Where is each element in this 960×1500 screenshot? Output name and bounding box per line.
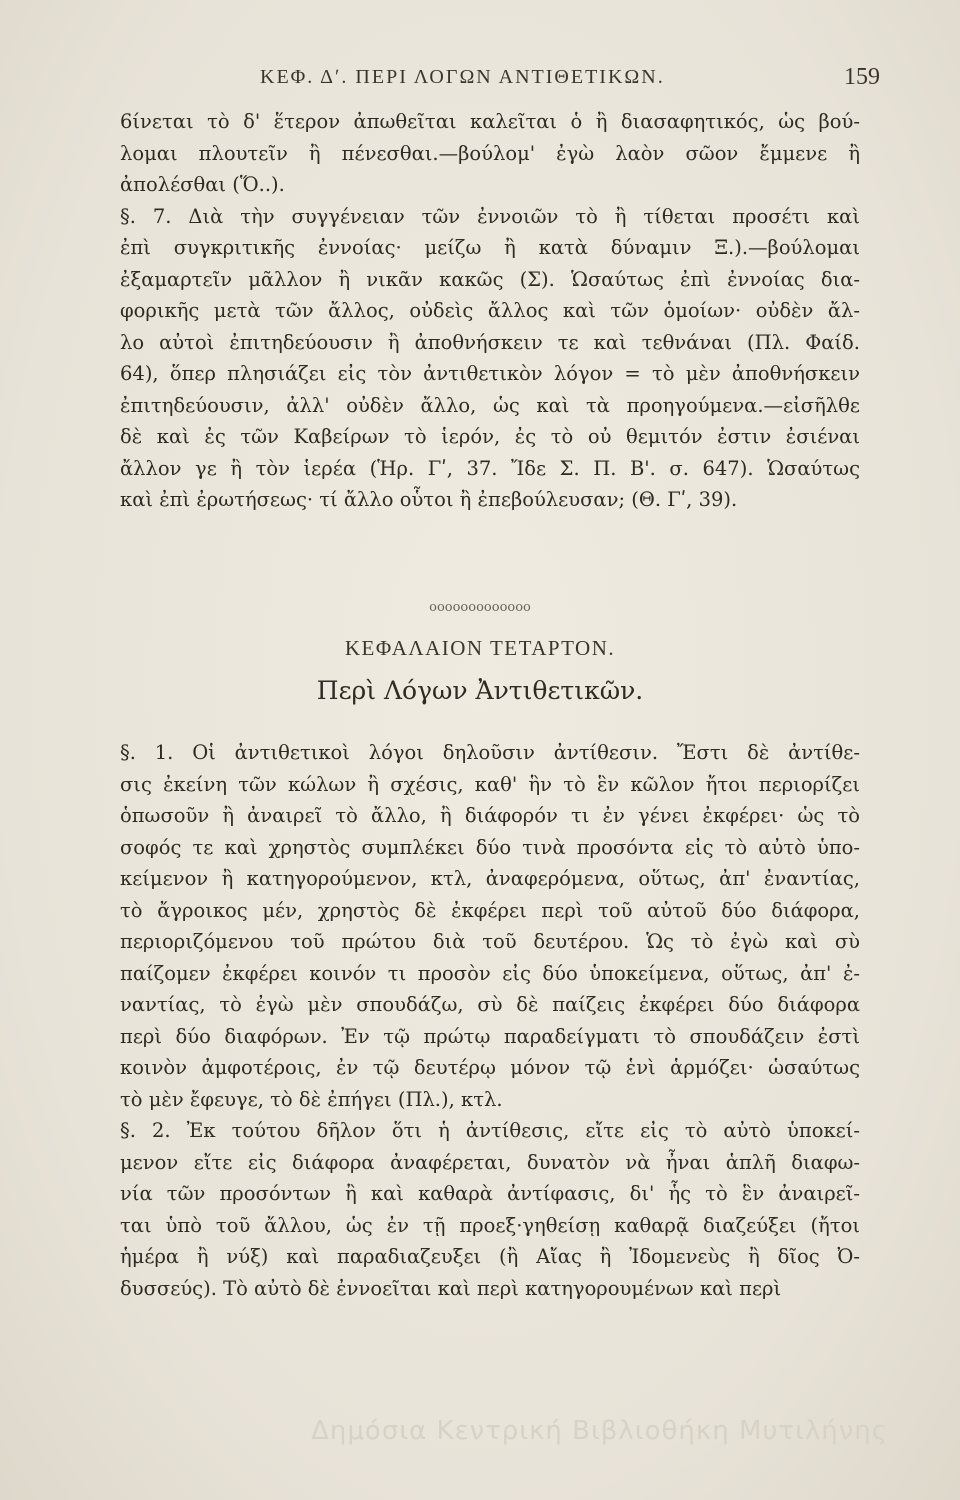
text-line: §. 1. Οἱ ἀντιθετικοὶ λόγοι δηλοῦσιν ἀντίθεσιν. Ἔστι δὲ ἀντίθε-: [120, 741, 860, 764]
text-line: νία τῶν προσόντων ἢ καὶ καθαρὰ ἀντίφασις, δι' ἧς τὸ ἓν ἀναιρεῖ-: [120, 1182, 860, 1205]
text-line: 6ίνεται τὸ δ' ἕτερον ἀπωθεῖται καλεῖται ὁ ἢ διασαφητικός, ὡς βού-: [120, 110, 860, 133]
text-line: ἡμέρα ἢ νύξ) καὶ παραδιαζευξει (ἢ Αἴας ἢ Ἰδομενεὺς ἢ δῖος Ὀ-: [120, 1245, 860, 1268]
text-line: σις ἐκείνη τῶν κώλων ἢ σχέσις, καθ' ἣν τὸ ἓν κῶλον ἤτοι περιορίζει: [120, 772, 860, 796]
text-line: ὁπωσοῦν ἢ ἀναιρεῖ τὸ ἄλλο, ἢ διάφορόν τι ἐν γένει ἐκφέρει· ὡς τὸ: [120, 804, 860, 827]
text-line: 64), ὅπερ πλησιάζει εἰς τὸν ἀντιθετικὸν λόγον = τὸ μὲν ἀποθνήσκειν: [120, 362, 860, 385]
text-line: ἄλλον γε ἢ τὸν ἱερέα (Ἡρ. Γʹ, 37. Ἴδε Σ. Π. Β'. σ. 647). Ὡσαύτως: [120, 456, 860, 480]
running-head-title: ΚΕΦ. Δʹ. ΠΕΡΙ ΛΟΓΩΝ ΑΝΤΙΘΕΤΙΚΩΝ.: [260, 66, 665, 88]
text-line: ναντίας, τὸ ἐγὼ μὲν σπουδάζω, σὺ δὲ παίζεις ἐκφέρει δύο διάφορα: [120, 993, 860, 1016]
text-line: ἀπολέσθαι (Ὅ..).: [120, 173, 285, 196]
text-line: φορικῆς μετὰ τῶν ἄλλος, οὐδεὶς ἄλλος καὶ τῶν ὁμοίων· οὐδὲν ἄλ-: [120, 299, 860, 322]
running-head: [120, 66, 880, 96]
text-line: καὶ ἐπὶ ἐρωτήσεως· τί ἄλλο οὗτοι ἢ ἐπεβούλευσαν; (Θ. Γʹ, 39).: [120, 488, 738, 511]
text-line: δὲ καὶ ἐς τῶν Καβείρων τὸ ἱερόν, ἐς τὸ οὐ θεμιτόν ἐστιν ἐσιέναι: [120, 425, 860, 448]
text-line: σοφός τε καὶ χρηστὸς συμπλέκει δύο τινὰ προσόντα εἰς τὸ αὐτὸ ὑπο-: [120, 835, 860, 859]
text-line: μενον εἴτε εἰς διάφορα ἀναφέρεται, δυνατὸν νὰ ἦναι ἁπλῆ διαφω-: [120, 1150, 860, 1174]
text-line: κείμενον ἢ κατηγορούμενον, κτλ, ἀναφερόμενα, οὕτως, ἀπ' ἐναντίας,: [120, 867, 860, 890]
text-line: περὶ δύο διαφόρων. Ἐν τῷ πρώτῳ παραδείγματι τὸ σπουδάζειν ἐστὶ: [120, 1024, 860, 1048]
page-number: 159: [844, 64, 880, 90]
text-line: δυσσεύς). Τὸ αὐτὸ δὲ ἐννοεῖται καὶ περὶ κατηγορουμένων καὶ περὶ: [120, 1276, 782, 1300]
text-line: παίζομεν ἐκφέρει κοινόν τι προσὸν εἰς δύο ὑποκείμενα, οὕτως, ἀπ' ἐ-: [120, 961, 860, 985]
text-line: τὸ ἄγροικος μέν, χρηστὸς δὲ ἐκφέρει περὶ τοῦ αὐτοῦ δύο διάφορα,: [120, 898, 860, 922]
text-line: ἐξαμαρτεῖν μᾶλλον ἢ νικᾶν κακῶς (Σ). Ὡσαύτως ἐπὶ ἐννοίας δια-: [120, 267, 860, 291]
text-line: §. 7. Διὰ τὴν συγγένειαν τῶν ἐννοιῶν τὸ ἢ τίθεται προσέτι καὶ: [120, 204, 860, 228]
section-bottom-text: [120, 737, 860, 1304]
section-top-text: [120, 106, 860, 516]
library-watermark: Δημόσια Κεντρική Βιβλιοθήκη Μυτιλήνης: [311, 1416, 888, 1446]
text-line: περιοριζόμενου τοῦ πρώτου διὰ τοῦ δευτέρου. Ὡς τὸ ἐγὼ καὶ σὺ: [120, 930, 860, 953]
chapter-subtitle: Περὶ Λόγων Ἀντιθετικῶν.: [316, 676, 644, 705]
text-line: κοινὸν ἀμφοτέροις, ἐν τῷ δευτέρῳ μόνον τῷ ἑνὶ ἁρμόζει· ὡσαύτως: [120, 1056, 860, 1079]
text-line: ται ὑπὸ τοῦ ἄλλου, ὡς ἐν τῇ προεξ·γηθείσῃ καθαρᾷ διαζεύξει (ἤτοι: [120, 1213, 860, 1237]
text-line: ἐπὶ συγκριτικῆς ἐννοίας· μείζω ἢ κατὰ δύναμιν Ξ.).—βούλομαι: [120, 236, 860, 259]
text-line: λομαι πλουτεῖν ἢ πένεσθαι.—βούλομ' ἐγὼ λαὸν σῶον ἔμμενε ἢ: [120, 141, 860, 165]
text-line: λο αὐτοὶ ἐπιτηδεύουσιν ἢ ἀποθνήσκειν τε καὶ τεθνάναι (Πλ. Φαίδ.: [120, 330, 860, 354]
ornament-divider: ooooooooooooo: [429, 600, 531, 615]
text-line: §. 2. Ἐκ τούτου δῆλον ὅτι ἡ ἀντίθεσις, εἴτε εἰς τὸ αὐτὸ ὑποκεί-: [120, 1119, 860, 1142]
text-line: ἐπιτηδεύουσιν, ἀλλ' οὐδὲν ἄλλο, ὡς καὶ τὰ προηγούμενα.—εἰσῆλθε: [120, 393, 860, 417]
chapter-title: ΚΕΦΑΛΑΙΟΝ ΤΕΤΑΡΤΟΝ.: [344, 636, 616, 660]
text-line: τὸ μὲν ἔφευγε, τὸ δὲ ἐπήγει (Πλ.), κτλ.: [120, 1087, 503, 1111]
